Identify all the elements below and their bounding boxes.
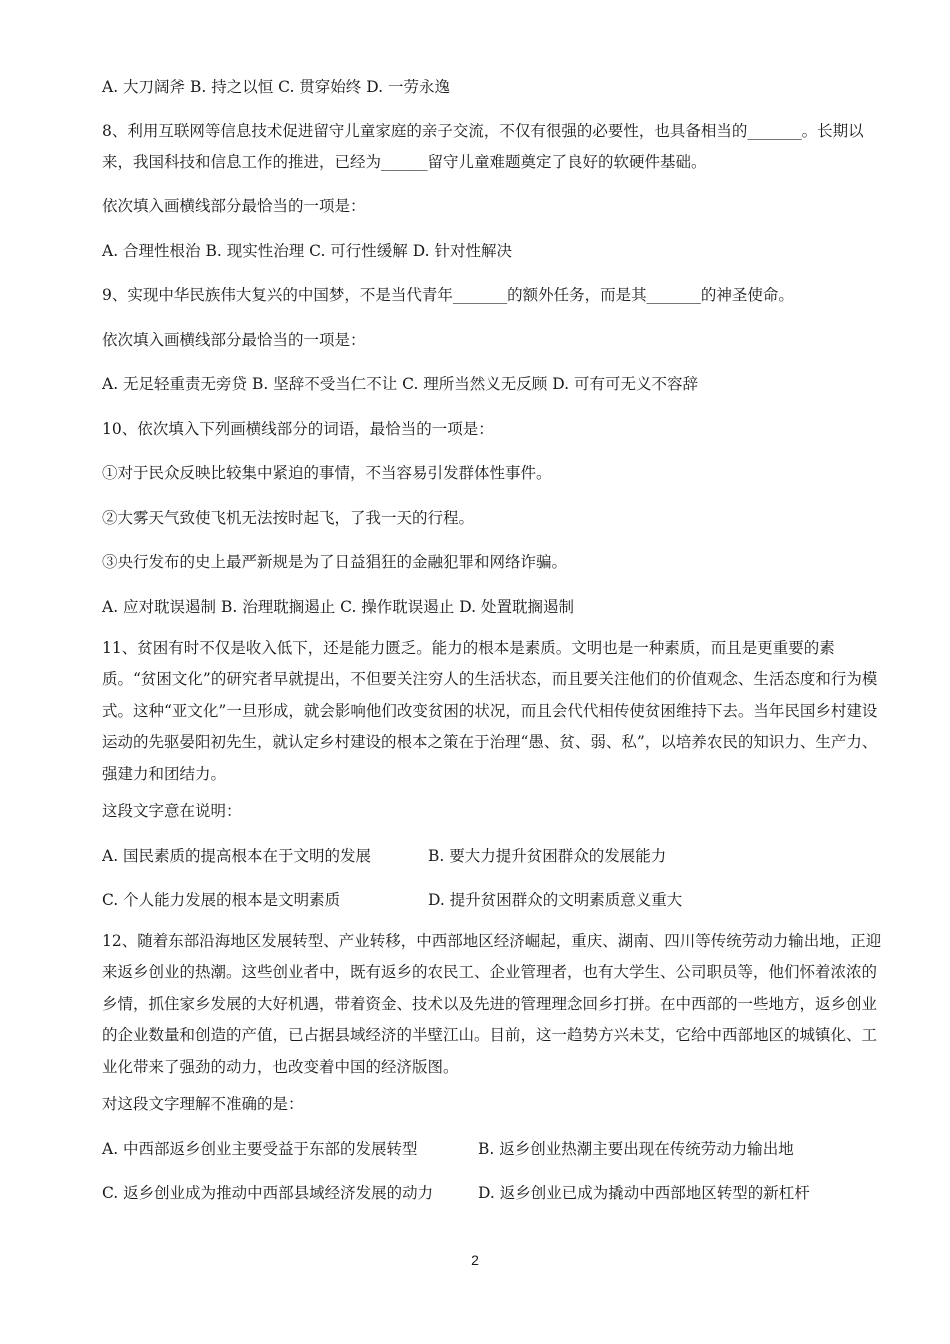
q11-prompt: 这段文字意在说明： <box>102 802 242 820</box>
q9-prompt: 依次填入画横线部分最恰当的一项是： <box>102 331 366 349</box>
page-number: 2 <box>471 1252 479 1268</box>
q12-stem: 12、随着东部沿海地区发展转型、产业转移，中西部地区经济崛起，重庆、湖南、四川等传统劳动力输出地，正迎来返乡创业的热潮。这些创业者中，既有返乡的农民工、企业管理者，也有大学生、公司职员等，他们怀着浓浓的乡情，抓住家乡发展的大好机遇，带着资金、技术以及先进的管理理念回乡打拼。在中西部的一些地方，返乡创业的企业数量和创造的产值，已占据县域经济的半壁江山。目前，这一趋势方兴未艾，它给中西部地区的城镇化、工业化带来了强劲的动力，也改变着中国的经济版图。 <box>102 932 882 1076</box>
q11-options-row-2 <box>102 889 890 911</box>
q9-stem: 9、实现中华民族伟大复兴的中国梦，不是当代青年_______的额外任务，而是其_______的神圣使命。 <box>102 286 794 304</box>
q12-options-row-2 <box>102 1182 890 1204</box>
q11-option-d: D. 提升贫困群众的文明素质意义重大 <box>428 891 683 909</box>
q10-stem: 10、依次填入下列画横线部分的词语，最恰当的一项是： <box>102 420 494 438</box>
q11-options-row-1 <box>102 845 890 867</box>
q7-options: A. 大刀阔斧 B. 持之以恒 C. 贯穿始终 D. 一劳永逸 <box>102 78 450 96</box>
q11-option-c: C. 个人能力发展的根本是文明素质 <box>102 891 341 909</box>
q12-option-b: B. 返乡创业热潮主要出现在传统劳动力输出地 <box>478 1140 794 1158</box>
q12-option-d: D. 返乡创业已成为撬动中西部地区转型的新杠杆 <box>478 1184 810 1202</box>
q8-prompt: 依次填入画横线部分最恰当的一项是： <box>102 197 366 215</box>
q10-item-3: ③央行发布的史上最严新规是为了日益猖狂的金融犯罪和网络诈骗。 <box>102 553 568 571</box>
q8-options: A. 合理性根治 B. 现实性治理 C. 可行性缓解 D. 针对性解决 <box>102 242 512 260</box>
q10-options: A. 应对耽误遏制 B. 治理耽搁遏止 C. 操作耽误遏止 D. 处置耽搁遏制 <box>102 598 574 616</box>
q12-prompt: 对这段文字理解不准确的是： <box>102 1095 304 1113</box>
q12-options-row-1 <box>102 1138 890 1160</box>
q12-option-c: C. 返乡创业成为推动中西部县域经济发展的动力 <box>102 1184 434 1202</box>
q11-option-a: A. 国民素质的提高根本在于文明的发展 <box>102 847 372 865</box>
q12-option-a: A. 中西部返乡创业主要受益于东部的发展转型 <box>102 1140 418 1158</box>
q9-options: A. 无足轻重责无旁贷 B. 坚辞不受当仁不让 C. 理所当然义无反顾 D. 可有可无义不容辞 <box>102 375 698 393</box>
q10-item-2: ②大雾天气致使飞机无法按时起飞，了我一天的行程。 <box>102 509 475 527</box>
q10-item-1: ①对于民众反映比较集中紧迫的事情，不当容易引发群体性事件。 <box>102 464 552 482</box>
q8-stem: 8、利用互联网等信息技术促进留守儿童家庭的亲子交流，不仅有很强的必要性，也具备相当的_______。长期以来，我国科技和信息工作的推进，已经为______留守儿童难题奠定了良好的软硬件基础。 <box>102 122 864 172</box>
q11-option-b: B. 要大力提升贫困群众的发展能力 <box>428 847 667 865</box>
q11-stem: 11、贫困有时不仅是收入低下，还是能力匮乏。能力的根本是素质。文明也是一种素质，而且是更重要的素质。“贫困文化”的研究者早就提出，不但要关注穷人的生活状态，而且要关注他们的价值观念、生活态度和行为模式。这种“亚文化”一旦形成，就会影响他们改变贫困的状况，而且会代代相传使贫困维持下去。当年民国乡村建设运动的先驱晏阳初先生，就认定乡村建设的根本之策在于治理“愚、贫、弱、私”，以培养农民的知识力、生产力、强建力和团结力。 <box>102 639 878 783</box>
